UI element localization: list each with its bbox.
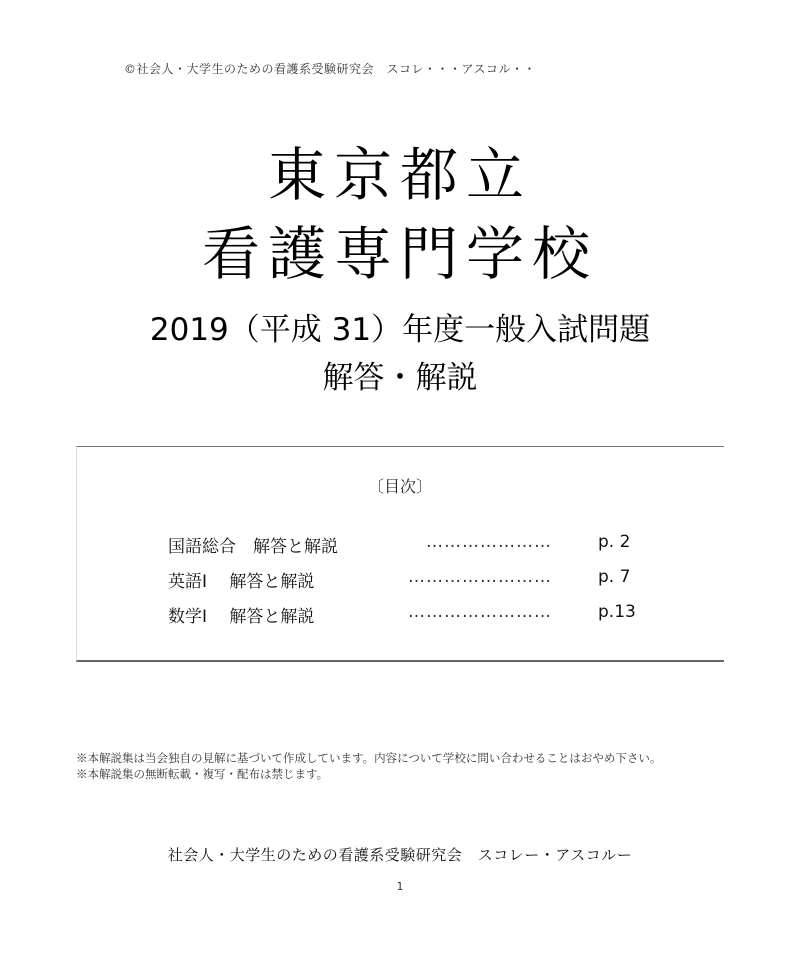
toc-item-leader: ………………… [426,532,552,552]
page-number: 1 [396,880,404,893]
toc-item-leader: …………………… [408,567,552,587]
disclaimer-notes [76,750,736,782]
toc-item-math[interactable] [0,602,800,630]
toc-heading: 〔目次〕 [367,477,432,496]
document-title-line1: 東京都立 [267,141,532,209]
toc-item-page: p. 7 [598,567,631,587]
disclaimer-note: ※本解説集の無断転載・複写・配布は禁じます。 [76,767,329,781]
toc-item-japanese[interactable] [0,532,800,560]
toc-item-page: p.13 [598,602,636,622]
toc-item-page: p. 2 [598,532,631,552]
disclaimer-note: ※本解説集は当会独自の見解に基づいて作成しています。内容について学校に問い合わせることはおやめ下さい。 [76,751,662,765]
toc-item-subject: 国語総合 解答と解説 [168,537,338,557]
document-subtitle: 2019（平成 31）年度一般入試問題 [149,312,651,348]
toc-item-subject: 数学Ⅰ 解答と解説 [168,607,315,627]
header-copyright: ©社会人・大学生のための看護系受験研究会 スコレ・・・アスコル・・ [123,62,536,76]
footer-organization: 社会人・大学生のための看護系受験研究会 スコレー・アスコルー [167,846,633,864]
toc-item-leader: …………………… [408,602,552,622]
toc-item-subject: 英語Ⅰ 解答と解説 [168,572,315,592]
document-subtitle-answers: 解答・解説 [322,360,478,396]
document-title-line2: 看護専門学校 [201,220,598,288]
toc-item-english[interactable] [0,567,800,595]
